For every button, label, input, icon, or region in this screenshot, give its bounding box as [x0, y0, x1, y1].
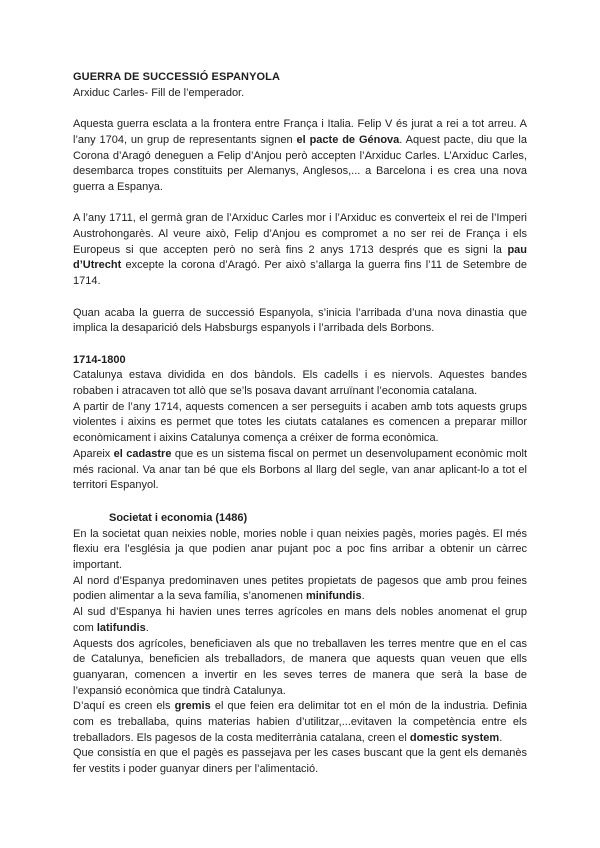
bold-term-pau-utrecht: pau d’Utrecht — [73, 243, 527, 272]
paragraph-minifundis — [73, 574, 527, 605]
document-subtitle: Arxiduc Carles- Fill de l’emperador. — [73, 86, 245, 99]
spacer — [73, 290, 527, 306]
paragraph-latifundis — [73, 605, 527, 636]
paragraph-text: . Aquest pacte, diu que la Corona d’Aragó deneguen a Felip d’Anjou però accepten l’Arxiduc Carles. L’Arxiduc Carles, desembarca tropes constituits per Alemanys, Anglesos,... a Barcelona i es crea una nova guerra a Espanya. — [73, 133, 527, 193]
paragraph-text: que es un sistema fiscal on permet un desenvolupament econòmic molt més racional. Va anar tan bé que els Borbons al llarg del segle, van anar aplicant-lo a tot el territori Espanyol. — [73, 447, 528, 492]
paragraph-agricoles: Aquests dos agrícoles, beneficiaven als que no treballaven les terres mentre que en el cas de Catalunya, beneficien als treballadors, de manera que aquests quan veuen que ells guanyaran, comencen a invertir en les seves terres de manera que serà la base de l’expansió econòmica que tindrà Catalunya. — [73, 637, 527, 697]
paragraph-cadastre — [73, 447, 527, 494]
paragraph-text: Al sud d’Espanya hi havien unes terres agrícoles en mans dels nobles anomenat el grup com — [73, 606, 527, 634]
paragraph-text: . — [499, 731, 503, 744]
paragraph-text: . — [361, 590, 365, 603]
paragraph-gremis — [73, 699, 527, 746]
bold-term-domestic-system: domestic system — [409, 731, 500, 744]
paragraph-text: Apareix — [73, 447, 114, 460]
spacer — [73, 494, 527, 511]
paragraph-text: . — [145, 621, 149, 634]
paragraph-persecucio: A partir de l’any 1714, aquests comencen a ser perseguits i acaben amb tots aquests grups violentes i aixins es permet que totes les ciutats catalanes es comencen a preparar millor econòmicament i aixins Catalunya comença a créixer de forma econòmica. — [73, 400, 527, 445]
document-body — [73, 70, 527, 778]
paragraph-text: D’aquí es creen els — [73, 700, 175, 713]
section-heading-1714-1800: 1714-1800 — [73, 353, 126, 366]
paragraph-societat: En la societat quan neixies noble, mories noble i quan neixies pagès, mories pagès. El més flexiu era l’església ja que podien anar pujant poc a poc fins arribar a obtenir un càrrec important. — [73, 527, 527, 572]
paragraph-borbons: Quan acaba la guerra de successió Espanyola, s’inicia l’arribada d’una nova dinastia que implica la desaparició dels Habsburgs espanyols i l’arribada dels Borbons. — [73, 306, 527, 335]
bold-term-cadastre: el cadastre — [113, 447, 172, 460]
paragraph-text: A l’any 1711, el germà gran de l’Arxiduc Carles mor i l’Arxiduc es converteix el rei de l’Imperi Austrohongarès. Al veure això, Felip d’Anjou es compromet a no ser rei de França i els Europeus si que accepten però no serà fins 2 anys 1713 després que es signi la — [73, 212, 527, 256]
bold-term-gremis: gremis — [174, 700, 211, 713]
section-heading-societat: Societat i economia (1486) — [109, 511, 248, 524]
bold-term-pacte-genova: el pacte de Génova — [296, 133, 400, 146]
bold-term-minifundis: minifundis — [305, 590, 362, 603]
bold-term-latifundis: latifundis — [96, 621, 146, 634]
spacer — [73, 337, 527, 353]
paragraph-text: el que feien era delimitar tot en el món de la industria. Definia com es treballaba, quins materias habien d’utilitzar,...evitaven la competència entre els treballadors. Els pagesos de la costa mediterrània catalana, creen el — [73, 700, 528, 744]
paragraph-domestic-system: Que consistía en que el pagès es passejava per les cases buscant que la gent els demanès fer vestits i poder guanyar diners per l’alimentació. — [73, 747, 527, 776]
paragraph-pacte-genova — [73, 117, 527, 196]
spacer — [73, 101, 527, 117]
spacer — [73, 196, 527, 212]
paragraph-text: excepte la corona d’Aragó. Per això s’allarga la guerra fins l’11 de Setembre de 1714. — [73, 259, 527, 288]
document-title: GUERRA DE SUCCESSIÓ ESPANYOLA — [73, 71, 281, 83]
paragraph-text: Al nord d’Espanya predominaven unes petites propietats de pagesos que amb prou feines podien alimentar a la seva família, s’anomenen — [73, 574, 527, 603]
paragraph-bandols: Catalunya estava dividida en dos bàndols. Els cadells i es niervols. Aquestes bandes robaben i atracaven tot allò que se’ls posava davant arruïnant l’economia catalana. — [73, 369, 527, 397]
paragraph-pau-utrecht — [73, 211, 527, 290]
paragraph-text: Aquesta guerra esclata a la frontera entre França i Italia. Felip V és jurat a rei a tot arreu. A l’any 1704, un grup de representants signen — [73, 118, 527, 146]
